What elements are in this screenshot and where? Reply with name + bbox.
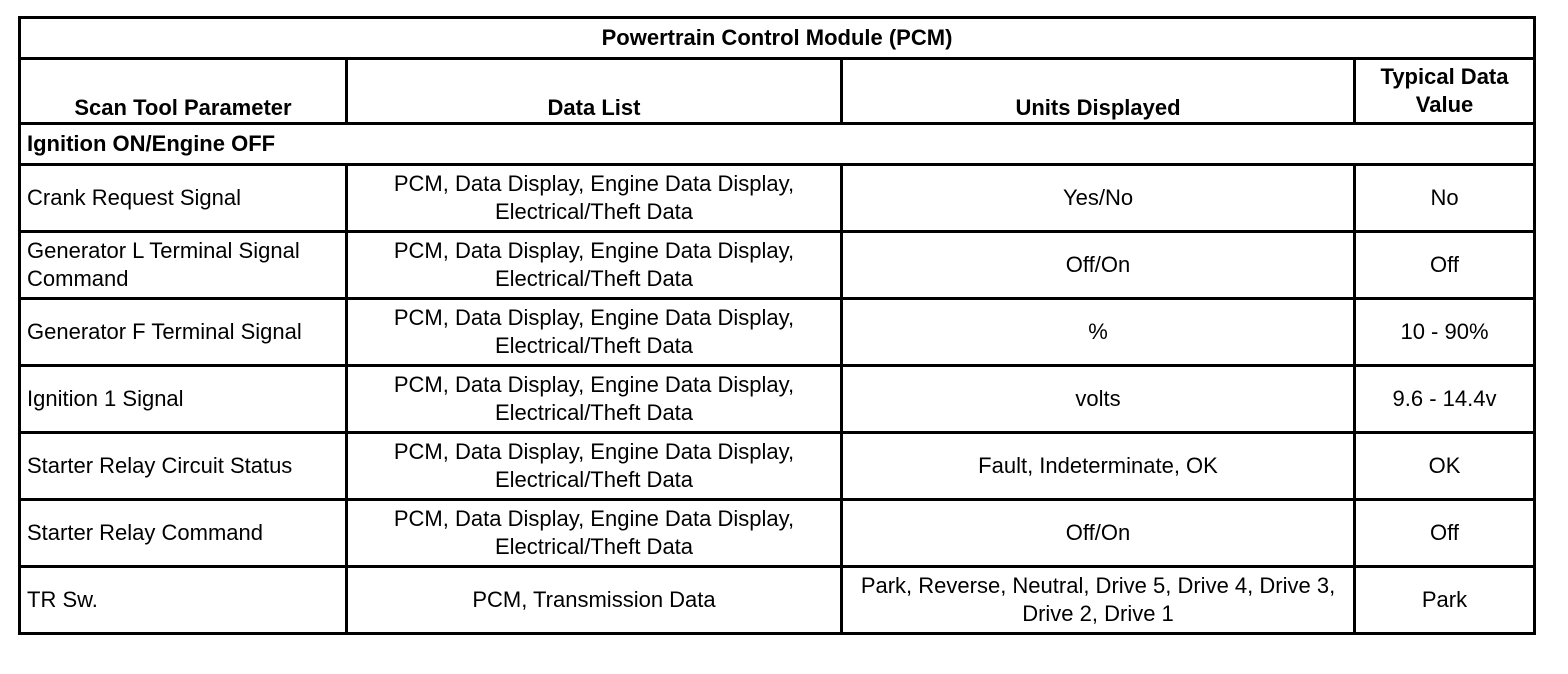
header-data-list: Data List xyxy=(347,59,842,124)
data-list-cell: PCM, Data Display, Engine Data Display, Electrical/Theft Data xyxy=(347,366,842,433)
table-title: Powertrain Control Module (PCM) xyxy=(20,18,1535,59)
table-header-row xyxy=(20,59,1535,124)
parameter-cell: Generator L Terminal Signal Command xyxy=(20,232,347,299)
units-cell: Yes/No xyxy=(842,165,1355,232)
units-cell: Off/On xyxy=(842,500,1355,567)
table-title-row xyxy=(20,18,1535,59)
data-list-cell: PCM, Data Display, Engine Data Display, Electrical/Theft Data xyxy=(347,232,842,299)
typical-value-cell: 10 - 90% xyxy=(1355,299,1535,366)
pcm-data-table xyxy=(18,16,1536,635)
header-typical-data-value: Typical Data Value xyxy=(1355,59,1535,124)
section-row xyxy=(20,124,1535,165)
table-row xyxy=(20,299,1535,366)
data-list-cell: PCM, Data Display, Engine Data Display, Electrical/Theft Data xyxy=(347,433,842,500)
table-row xyxy=(20,567,1535,634)
parameter-cell: Starter Relay Command xyxy=(20,500,347,567)
data-list-cell: PCM, Transmission Data xyxy=(347,567,842,634)
table-row xyxy=(20,232,1535,299)
header-scan-tool-parameter: Scan Tool Parameter xyxy=(20,59,347,124)
typical-value-cell: OK xyxy=(1355,433,1535,500)
typical-value-cell: No xyxy=(1355,165,1535,232)
section-label: Ignition ON/Engine OFF xyxy=(20,124,1535,165)
table-row xyxy=(20,500,1535,567)
table-row xyxy=(20,433,1535,500)
data-list-cell: PCM, Data Display, Engine Data Display, Electrical/Theft Data xyxy=(347,500,842,567)
table-row xyxy=(20,165,1535,232)
units-cell: Off/On xyxy=(842,232,1355,299)
units-cell: volts xyxy=(842,366,1355,433)
typical-value-cell: Off xyxy=(1355,500,1535,567)
typical-value-cell: Park xyxy=(1355,567,1535,634)
parameter-cell: Crank Request Signal xyxy=(20,165,347,232)
typical-value-cell: 9.6 - 14.4v xyxy=(1355,366,1535,433)
data-list-cell: PCM, Data Display, Engine Data Display, Electrical/Theft Data xyxy=(347,299,842,366)
parameter-cell: Starter Relay Circuit Status xyxy=(20,433,347,500)
units-cell: Fault, Indeterminate, OK xyxy=(842,433,1355,500)
units-cell: Park, Reverse, Neutral, Drive 5, Drive 4, Drive 3, Drive 2, Drive 1 xyxy=(842,567,1355,634)
header-units-displayed: Units Displayed xyxy=(842,59,1355,124)
units-cell: % xyxy=(842,299,1355,366)
parameter-cell: Ignition 1 Signal xyxy=(20,366,347,433)
table-row xyxy=(20,366,1535,433)
data-list-cell: PCM, Data Display, Engine Data Display, Electrical/Theft Data xyxy=(347,165,842,232)
parameter-cell: TR Sw. xyxy=(20,567,347,634)
typical-value-cell: Off xyxy=(1355,232,1535,299)
parameter-cell: Generator F Terminal Signal xyxy=(20,299,347,366)
